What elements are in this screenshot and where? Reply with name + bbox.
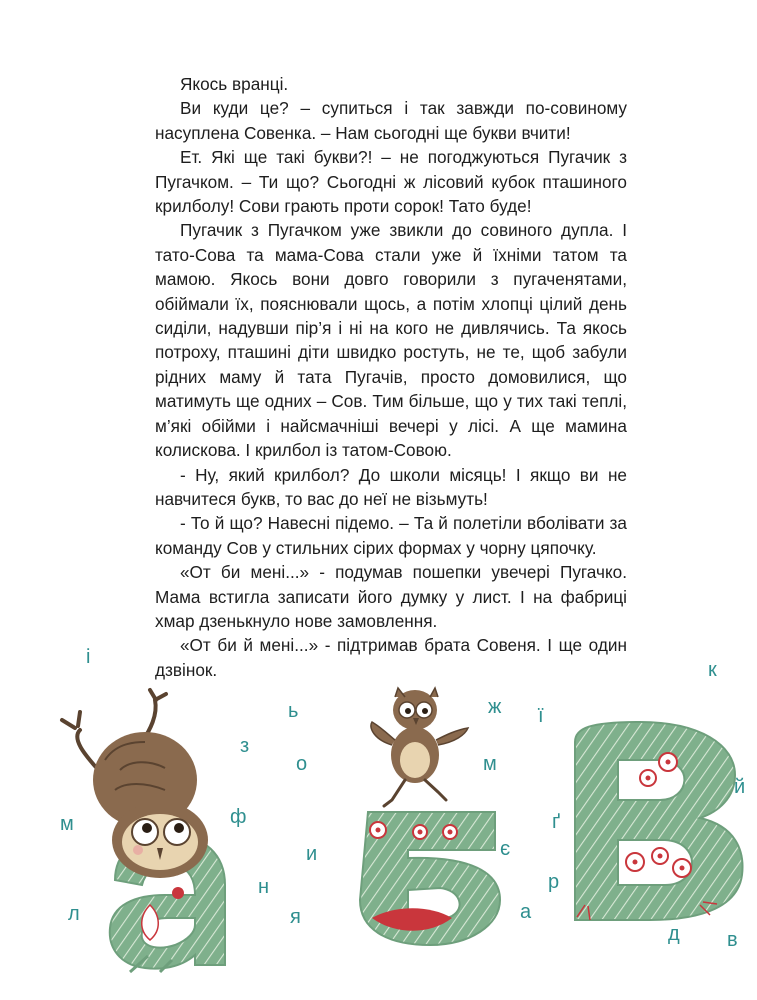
floating-letter: в bbox=[727, 929, 738, 951]
floating-letter: к bbox=[708, 659, 717, 681]
paragraph: «От би й мені...» - підтримав брата Совеня. І ще один дзвінок. bbox=[155, 635, 627, 680]
floating-letter: л bbox=[68, 903, 80, 925]
floating-letter: ф bbox=[230, 806, 247, 828]
floating-letter: м bbox=[483, 753, 497, 775]
floating-letter: р bbox=[548, 871, 560, 893]
owl-upside-down bbox=[62, 690, 208, 878]
paragraph: Ет. Які ще такі букви?! – не погоджуються Пугачик з Пугачком. – Ти що? Сьогодні ж лісовий кубок пташиного крилболу! Сови грають проти сорок! Тато буде! bbox=[155, 147, 627, 217]
paragraph: «От би мені...» - подумав пошепки увечері Пугачко. Мама встигла записати його думку у лист. І на фабриці хмар дзенькнуло нове замовлення. bbox=[155, 562, 627, 631]
floating-letter: і bbox=[86, 646, 91, 668]
floating-letter: ь bbox=[288, 700, 299, 722]
floating-letter: и bbox=[306, 843, 318, 865]
floating-letter: й bbox=[734, 776, 746, 798]
story-text bbox=[155, 72, 627, 682]
floating-letter: а bbox=[520, 901, 532, 923]
floating-letter: з bbox=[240, 735, 250, 757]
paragraph: - Ну, який крилбол? До школи місяць! І якщо ви не навчитеся букв, то вас до неї не візьмуть! bbox=[155, 464, 627, 509]
floating-letter: ж bbox=[488, 696, 502, 718]
floating-letter: я bbox=[290, 906, 301, 928]
floating-letter: ґ bbox=[552, 811, 561, 833]
floating-letter: м bbox=[60, 813, 74, 835]
floating-letter: д bbox=[668, 923, 680, 945]
owl-dancing bbox=[371, 688, 468, 806]
paragraph: - То й що? Навесні підемо. – Та й полетіли вболівати за команду Сов у стильних сірих формах у чорну цяпочку. bbox=[155, 513, 627, 558]
floating-letter: н bbox=[258, 876, 270, 898]
big-letter-b bbox=[360, 812, 500, 945]
floating-letter: ї bbox=[538, 705, 544, 727]
paragraph: Пугачик з Пугачком уже звикли до совиного дупла. І тато-Сова та мама-Сова стали уже й їхніми татом та мамою. Якось вони довго говорили з пугаченятами, обіймали їх, пояснювали щось, а потім хлопці цілий день сиділи, надувши пір’я і ні на кого не дивлячись. Та якось потроху, пташині діти швидко ростуть, не те, щоб забули рідних маму й тата Пугачів, просто домовилися, що матимуть ще одних – Сов. Тим більше, що у тих такі теплі, м’які обійми і найсмачніші вечері у лісі. А ще мамина колискова. І крилбол із татом-Совою. bbox=[155, 220, 627, 461]
floating-letter: є bbox=[500, 838, 511, 860]
alphabet-owls-illustration bbox=[0, 640, 757, 1000]
paragraph: Ви куди це? – супиться і так завжди по-совиному насуплена Совенка. – Нам сьогодні ще букви вчити! bbox=[155, 98, 627, 143]
big-letter-v bbox=[575, 722, 746, 920]
paragraph: Якось вранці. bbox=[180, 74, 289, 94]
floating-letter: о bbox=[296, 753, 308, 775]
